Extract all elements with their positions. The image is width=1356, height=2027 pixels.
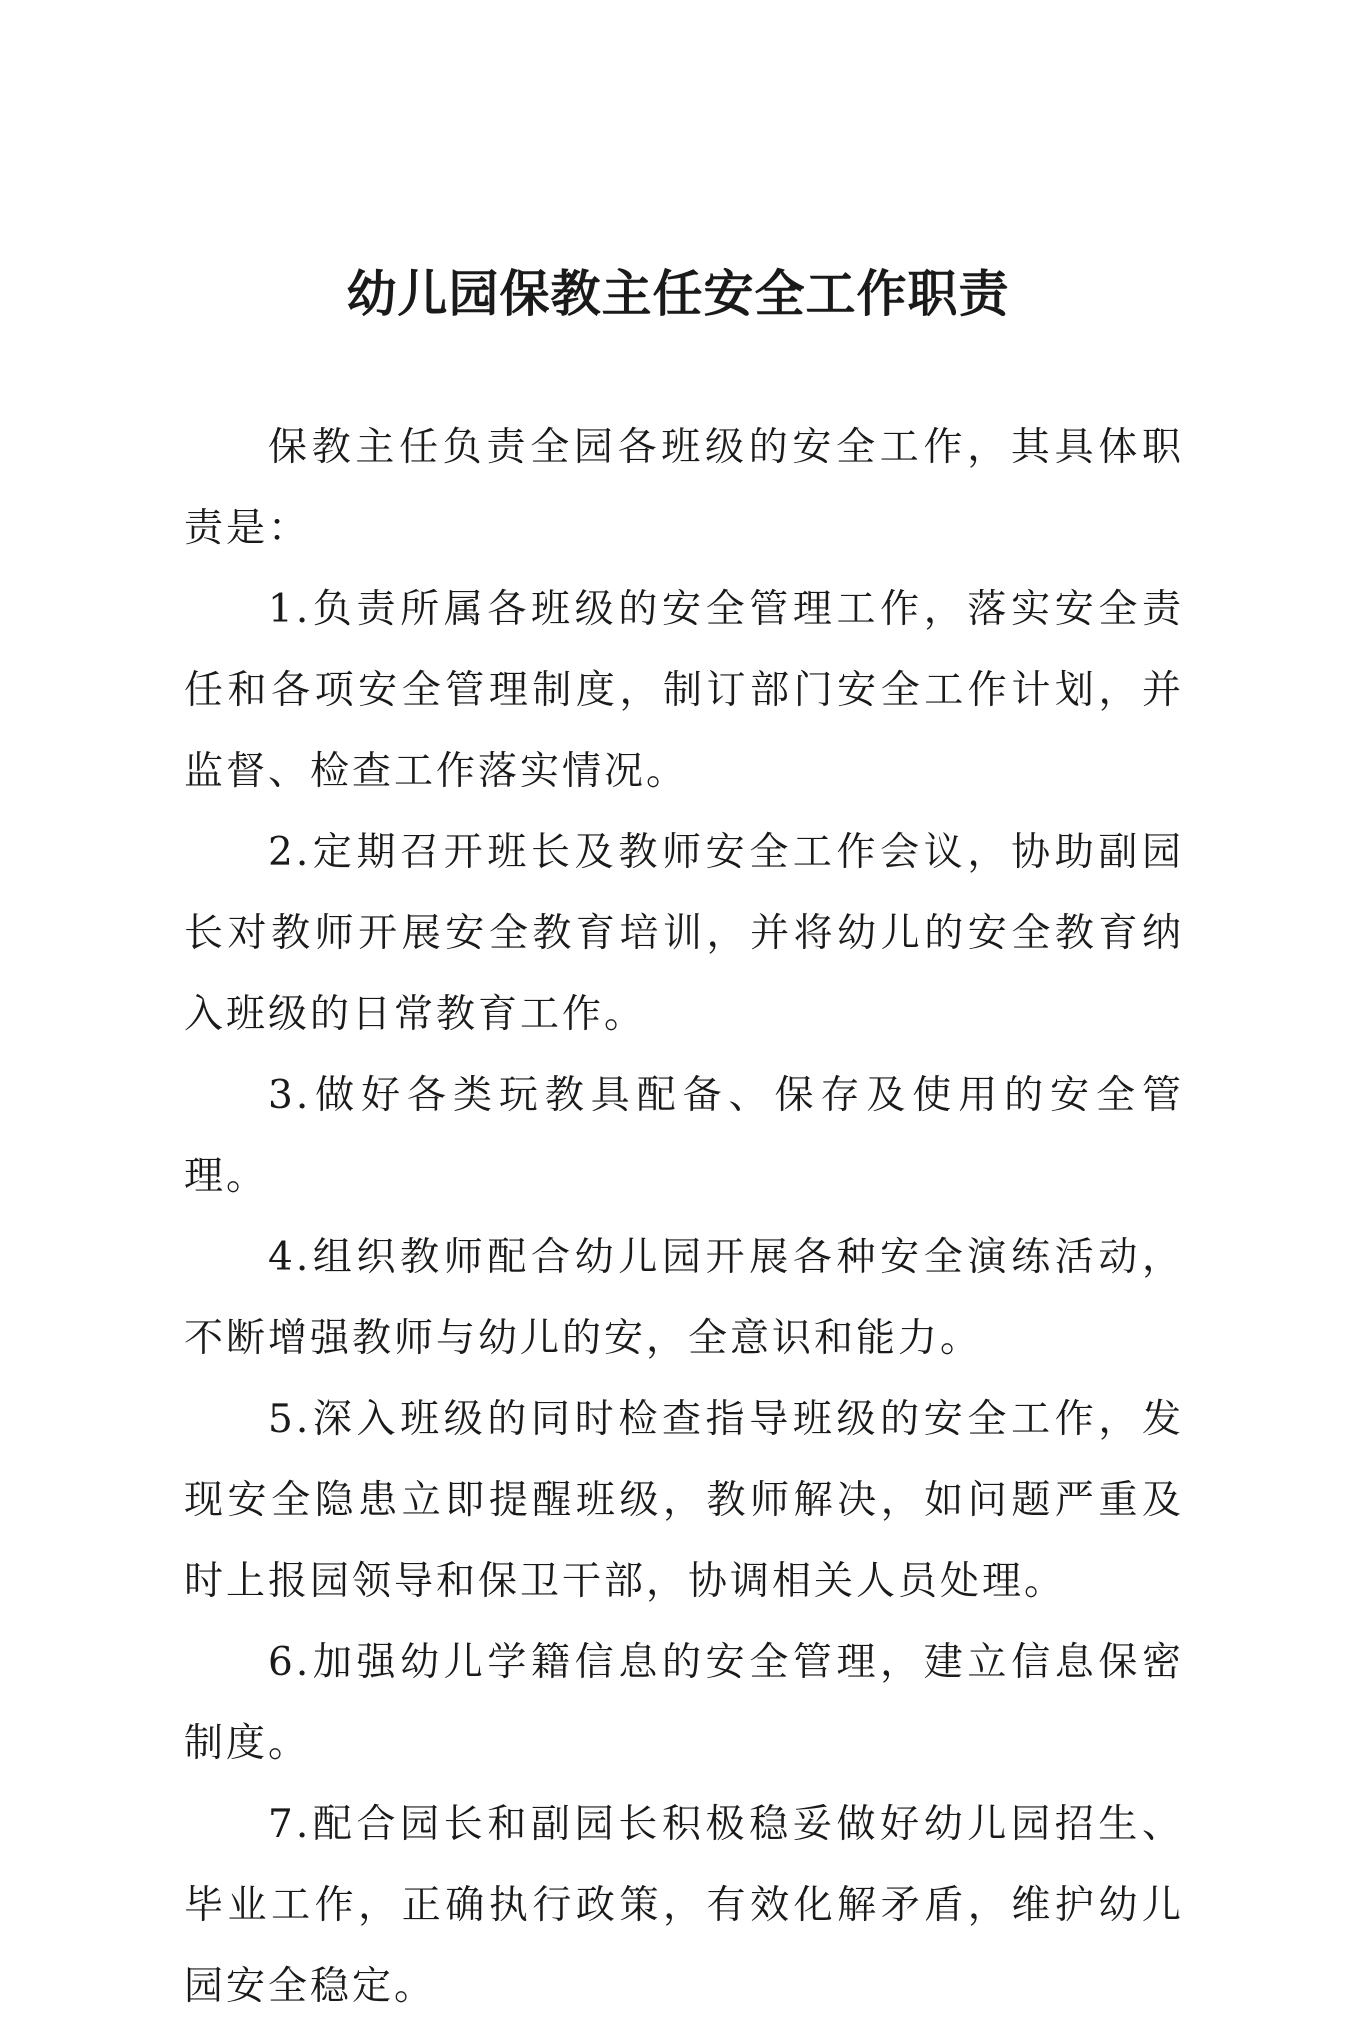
duty-item-4: 4.组织教师配合幼儿园开展各种安全演练活动，不断增强教师与幼儿的安，全意识和能力。 bbox=[184, 1235, 1184, 1361]
duty-item-7: 7.配合园长和副园长积极稳妥做好幼儿园招生、毕业工作，正确执行政策，有效化解矛盾，维护幼儿园安全稳定。 bbox=[184, 1802, 1184, 2009]
duty-item-3: 3.做好各类玩教具配备、保存及使用的安全管理。 bbox=[184, 1073, 1184, 1199]
intro-paragraph: 保教主任负责全园各班级的安全工作，其具体职责是： bbox=[184, 425, 1184, 551]
duty-item-2: 2.定期召开班长及教师安全工作会议，协助副园长对教师开展安全教育培训，并将幼儿的安全教育纳入班级的日常教育工作。 bbox=[184, 830, 1184, 1037]
document-title: 幼儿园保教主任安全工作职责 bbox=[346, 265, 1010, 323]
duty-item-6: 6.加强幼儿学籍信息的安全管理，建立信息保密制度。 bbox=[184, 1640, 1184, 1766]
duty-item-1: 1.负责所属各班级的安全管理工作，落实安全责任和各项安全管理制度，制订部门安全工作计划，并监督、检查工作落实情况。 bbox=[184, 587, 1184, 794]
document-body bbox=[184, 407, 1184, 2027]
duty-item-5: 5.深入班级的同时检查指导班级的安全工作，发现安全隐患立即提醒班级，教师解决，如问题严重及时上报园领导和保卫干部，协调相关人员处理。 bbox=[184, 1397, 1184, 1604]
